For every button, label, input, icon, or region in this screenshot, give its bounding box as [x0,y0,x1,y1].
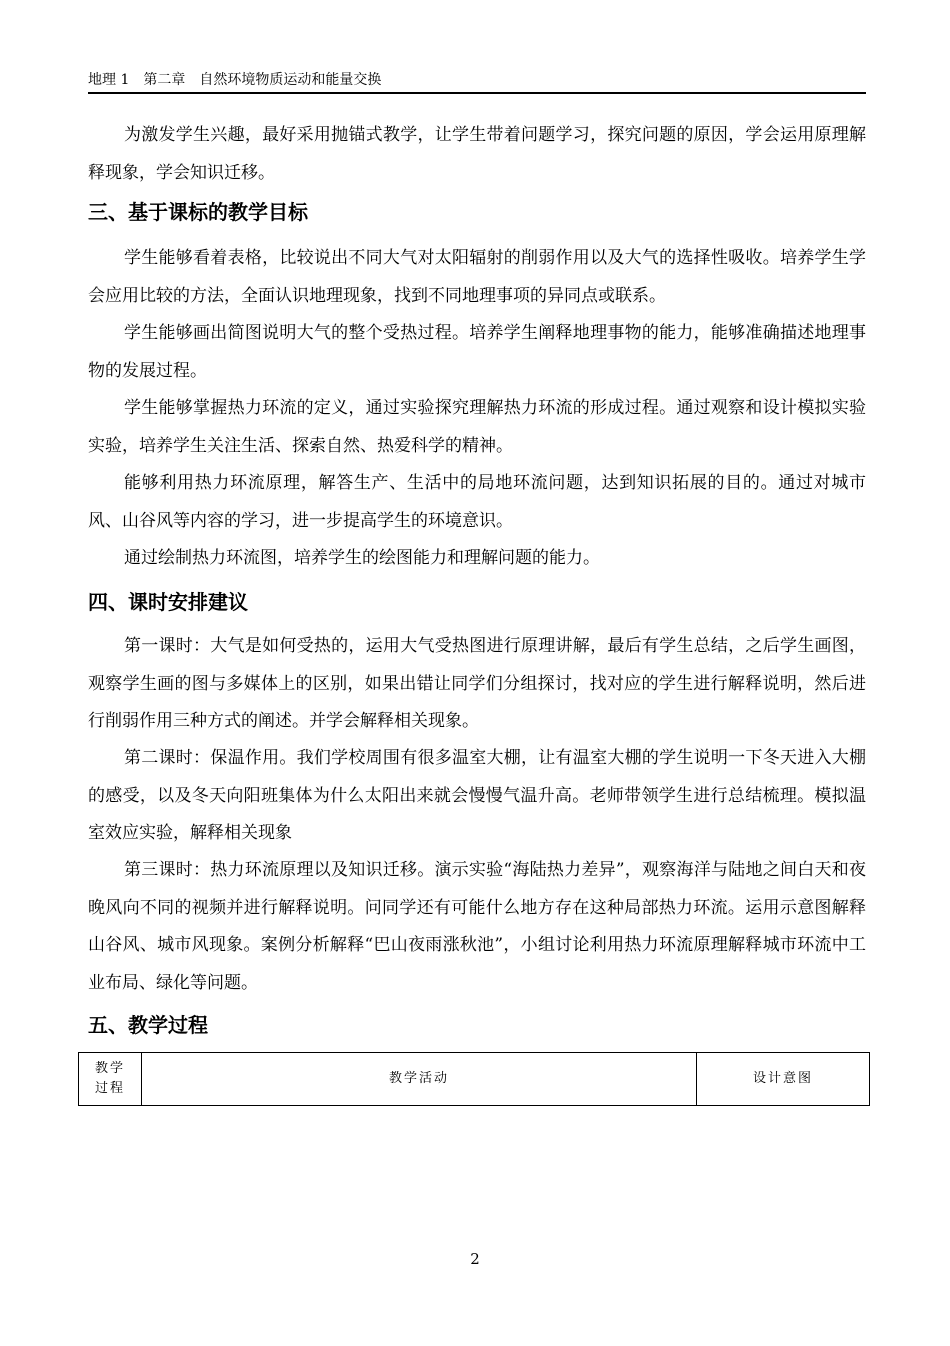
lesson-paragraph-2: 第二课时：保温作用。我们学校周围有很多温室大棚，让有温室大棚的学生说明一下冬天进入大棚的感受，以及冬天向阳班集体为什么太阳出来就会慢慢气温升高。老师带领学生进行总结梳理。模拟温室效应实验，解释相关现象 [88,748,866,843]
page-number: 2 [470,1250,480,1268]
header-stage-line-2: 过程 [94,1081,125,1096]
objective-paragraph-5: 通过绘制热力环流图，培养学生的绘图能力和理解问题的能力。 [124,548,600,568]
running-header [88,72,866,94]
header-cell-activity: 教学活动 [142,1053,697,1106]
table-header-row [79,1053,870,1106]
lesson-paragraph-1: 第一课时：大气是如何受热的，运用大气受热图进行原理讲解，最后有学生总结，之后学生画图，观察学生画的图与多媒体上的区别，如果出错让同学们分组探讨，找对应的学生进行解释说明，然后进行削弱作用三种方式的阐述。并学会解释相关现象。 [88,636,866,731]
teaching-process-table [78,1052,870,1106]
objective-paragraph-3: 学生能够掌握热力环流的定义，通过实验探究理解热力环流的形成过程。通过观察和设计模拟实验实验，培养学生关注生活、探索自然、热爱科学的精神。 [88,398,866,456]
section-heading-objectives: 三、基于课标的教学目标 [88,200,308,224]
objective-paragraph-4: 能够利用热力环流原理，解答生产、生活中的局地环流问题，达到知识拓展的目的。通过对城市风、山谷风等内容的学习，进一步提高学生的环境意识。 [88,473,866,531]
header-cell-intent: 设计意图 [697,1053,870,1106]
section-heading-schedule: 四、课时安排建议 [88,590,248,614]
objective-paragraph-1: 学生能够看着表格，比较说出不同大气对太阳辐射的削弱作用以及大气的选择性吸收。培养学生学会应用比较的方法，全面认识地理现象，找到不同地理事项的异同点或联系。 [88,248,866,306]
section-heading-process: 五、教学过程 [88,1013,208,1037]
lesson-paragraph-3: 第三课时：热力环流原理以及知识迁移。演示实验“海陆热力差异”，观察海洋与陆地之间白天和夜晚风向不同的视频并进行解释说明。问同学还有可能什么地方存在这种局部热力环流。运用示意图解释山谷风、城市风现象。案例分析解释“巴山夜雨涨秋池”，小组讨论利用热力环流原理解释城市环流中工业布局、绿化等问题。 [88,860,866,993]
header-stage-line-1: 教学 [94,1061,125,1076]
header-cell-stage [79,1053,142,1106]
intro-paragraph: 为激发学生兴趣，最好采用抛锚式教学，让学生带着问题学习，探究问题的原因，学会运用原理解释现象，学会知识迁移。 [88,125,866,183]
running-title: 地理 1 第二章 自然环境物质运动和能量交换 [88,72,382,88]
objective-paragraph-2: 学生能够画出简图说明大气的整个受热过程。培养学生阐释地理事物的能力，能够准确描述地理事物的发展过程。 [88,323,866,381]
